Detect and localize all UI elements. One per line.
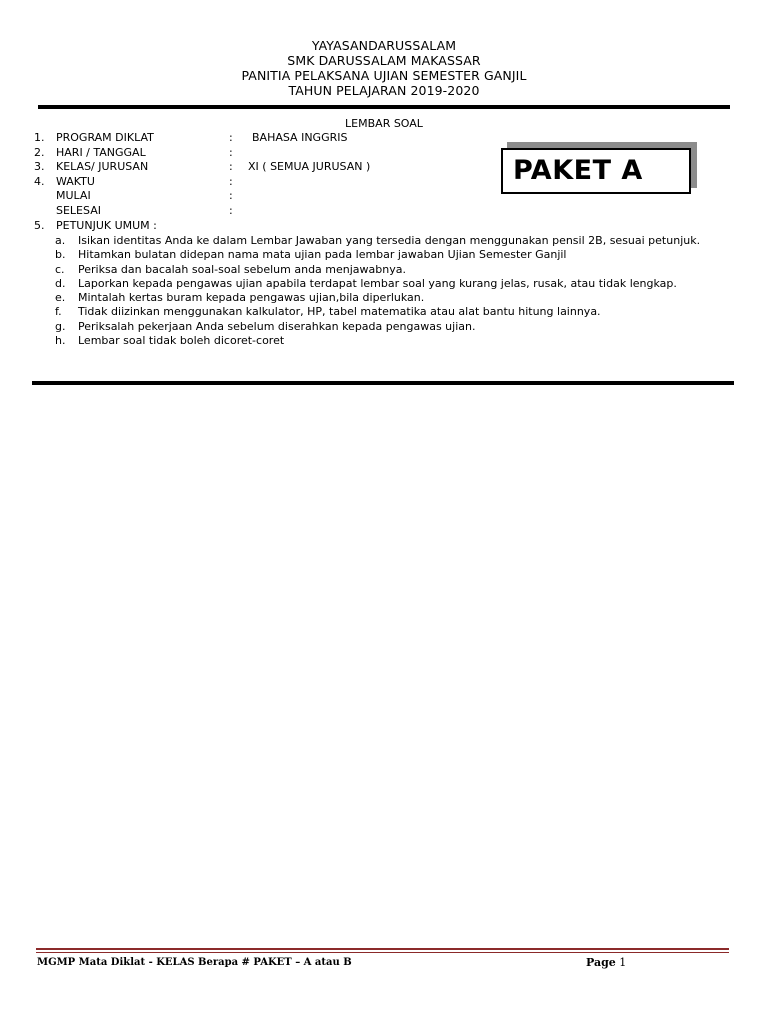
info-row-program [34, 131, 734, 146]
info-row-instructions-heading [34, 219, 734, 234]
instruction-letter: c. [55, 262, 65, 276]
info-colon: : [229, 131, 233, 144]
academic-year: TAHUN PELAJARAN 2019-2020 [288, 83, 480, 98]
info-colon: : [229, 174, 233, 188]
info-label: WAKTU [56, 174, 95, 188]
school-name: SMK DARUSSALAM MAKASSAR [287, 53, 481, 68]
instruction-item [55, 263, 728, 277]
info-number: 1. [34, 131, 45, 144]
info-colon: : [229, 145, 233, 159]
instruction-item [55, 334, 728, 348]
header-divider [38, 105, 730, 109]
instruction-letter: a. [55, 234, 66, 247]
document-header [0, 38, 768, 98]
section-divider [32, 381, 734, 385]
info-label: MULAI [56, 189, 91, 203]
info-label: KELAS/ JURUSAN [56, 160, 149, 174]
info-label: HARI / TANGGAL [56, 145, 146, 159]
instruction-text: Mintalah kertas buram kepada pengawas ujian,bila diperlukan. [78, 291, 425, 305]
info-colon: : [229, 203, 233, 217]
page-label: Page [586, 956, 616, 969]
info-number: 5. [34, 218, 45, 232]
instructions-list [55, 234, 728, 348]
instruction-letter: f. [55, 305, 62, 319]
paket-label: PAKET A [513, 155, 643, 186]
info-label: SELESAI [56, 203, 101, 217]
instruction-text: Lembar soal tidak boleh dicoret-coret [78, 334, 285, 348]
instruction-text: Tidak diizinkan menggunakan kalkulator, HP, tabel matematika atau alat bantu hitung lainnya. [78, 305, 601, 319]
footer-divider [36, 948, 729, 950]
info-colon: : [229, 189, 233, 203]
info-row-end [34, 204, 734, 219]
instruction-item [55, 320, 728, 334]
page-number [586, 956, 626, 969]
footer-divider-thin [36, 952, 729, 953]
info-number: 3. [34, 160, 45, 174]
foundation-name: YAYASANDARUSSALAM [311, 38, 457, 53]
instruction-letter: h. [55, 334, 66, 348]
info-value: XI ( SEMUA JURUSAN ) [248, 160, 371, 174]
info-label: PETUNJUK UMUM : [56, 218, 157, 232]
info-number: 4. [34, 174, 45, 188]
instruction-item [55, 248, 728, 262]
committee-name: PANITIA PELAKSANA UJIAN SEMESTER GANJIL [241, 68, 527, 83]
page-number-value: 1 [619, 956, 627, 969]
instruction-letter: g. [55, 319, 66, 333]
instruction-letter: e. [55, 291, 66, 305]
info-colon: : [229, 160, 233, 174]
info-number: 2. [34, 145, 45, 159]
instruction-text: Periksalah pekerjaan Anda sebelum diserahkan kepada pengawas ujian. [78, 319, 476, 333]
instruction-item [55, 277, 728, 291]
info-value: BAHASA INGGRIS [252, 131, 348, 144]
footer-text: MGMP Mata Diklat - KELAS Berapa # PAKET – A atau B [37, 957, 352, 968]
instruction-letter: b. [55, 248, 66, 262]
instruction-text: Hitamkan bulatan didepan nama mata ujian pada lembar jawaban Ujian Semester Ganjil [78, 248, 567, 262]
info-label: PROGRAM DIKLAT [56, 131, 154, 144]
instruction-text: Isikan identitas Anda ke dalam Lembar Jawaban yang tersedia dengan menggunakan pensil 2B, sesuai petunjuk. [78, 234, 701, 247]
instruction-item [55, 234, 728, 248]
instruction-text: Periksa dan bacalah soal-soal sebelum anda menjawabnya. [78, 262, 406, 276]
instruction-text: Laporkan kepada pengawas ujian apabila terdapat lembar soal yang kurang jelas, rusak, atau tidak lengkap. [78, 276, 677, 290]
page-title: LEMBAR SOAL [345, 117, 423, 130]
instruction-item [55, 305, 728, 319]
instruction-item [55, 291, 728, 305]
instruction-letter: d. [55, 276, 66, 290]
paket-box [501, 148, 691, 194]
